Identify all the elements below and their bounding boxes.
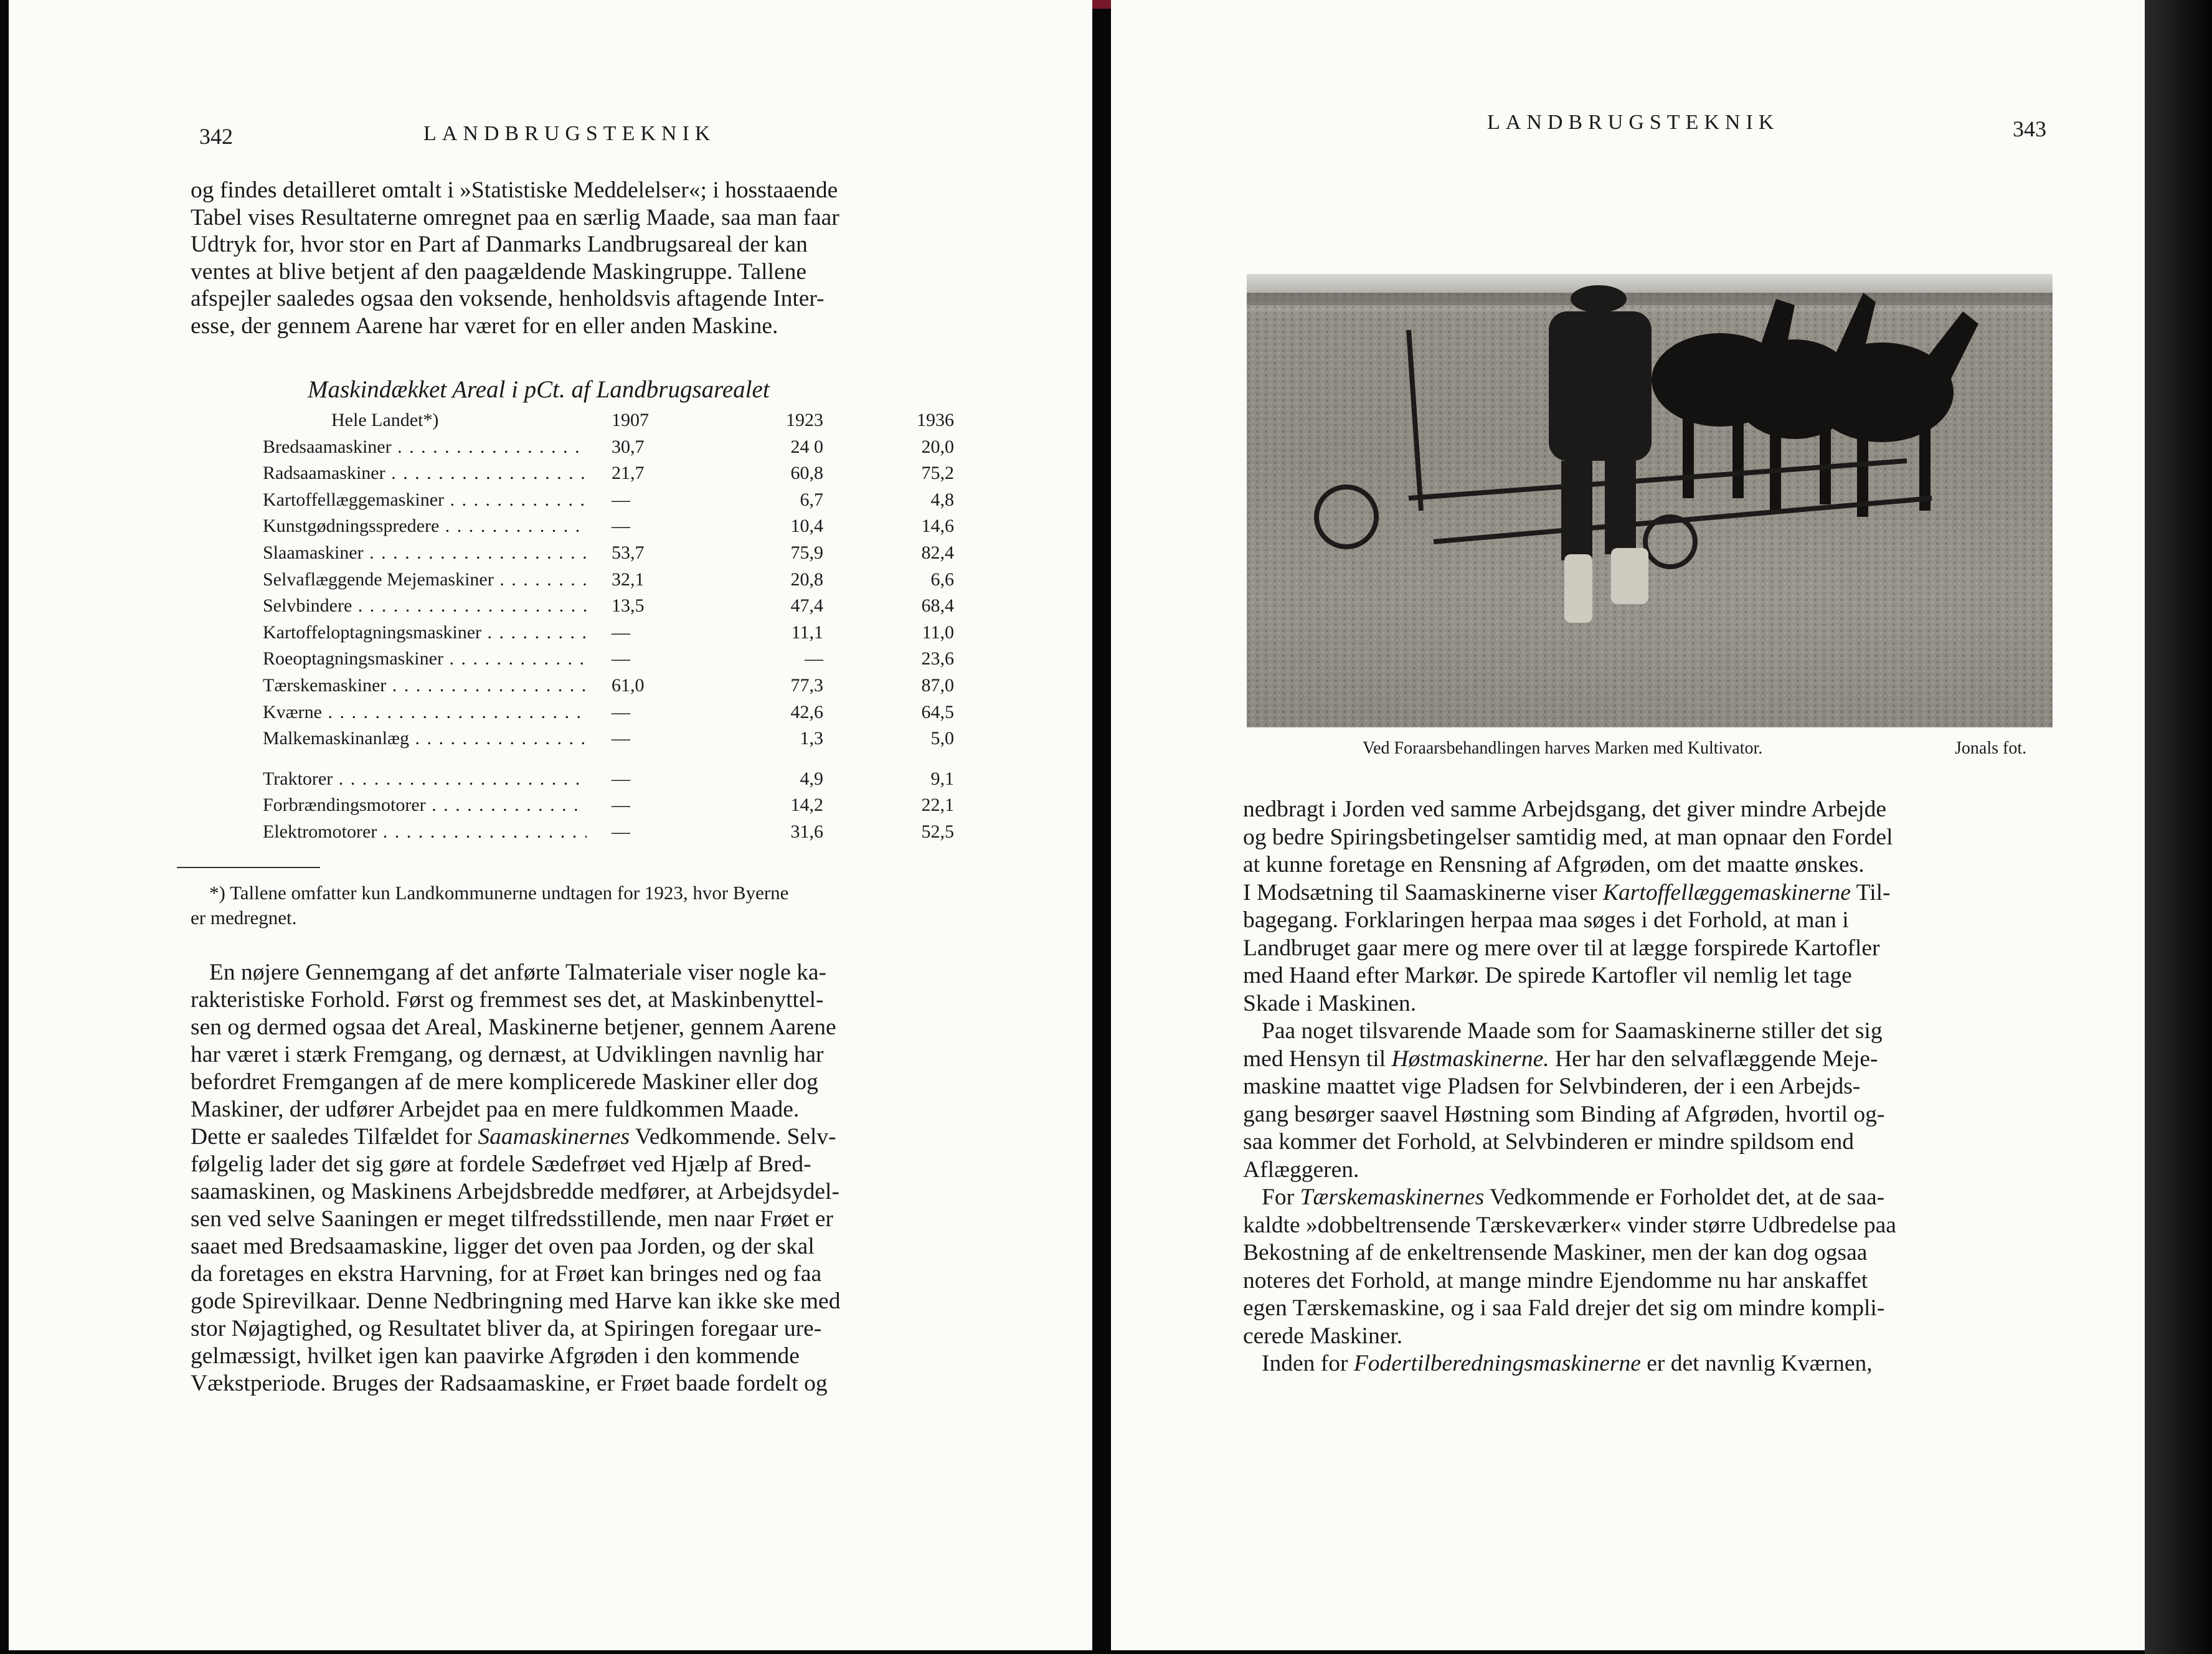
text-span: For <box>1262 1184 1300 1210</box>
running-head-left: LANDBRUGSTEKNIK <box>423 122 716 145</box>
row-label: Malkemaskinanlæg . . . <box>263 725 587 752</box>
table-row <box>263 460 960 487</box>
table-row <box>263 646 960 673</box>
cell-1907: — <box>612 621 630 643</box>
table-row <box>263 725 960 752</box>
text-span: Her har den selvaflæggende Meje- <box>1549 1046 1878 1072</box>
text-line: egen Tærskemaskine, og i saa Fald drejer det sig om mindre kompli- <box>1243 1295 1885 1321</box>
table-row <box>263 434 960 461</box>
italic-term: Saamaskinernes <box>478 1124 630 1150</box>
photo-credit: Jonals fot. <box>1955 739 2027 758</box>
row-label: Elektromotorer . . . <box>263 819 587 846</box>
cell-1907: 21,7 <box>612 463 645 484</box>
text-line <box>1243 1350 2053 1378</box>
cell-1907: 30,7 <box>612 436 645 457</box>
text-line: saamaskinen, og Maskinens Arbejdsbredde medfører, at Arbejdsydel- <box>191 1179 839 1204</box>
table-row <box>263 673 960 699</box>
body-paragraph-right <box>1243 796 2053 1378</box>
text-line: Tabel vises Resultaterne omregnet paa en særlig Maade, saa man faar <box>191 204 839 230</box>
table-header-row <box>263 407 960 434</box>
cell-1923: 10,4 <box>790 516 823 537</box>
table-row <box>263 540 960 567</box>
row-label: Traktorer . . . <box>263 766 587 793</box>
cell-1923: 4,9 <box>800 768 823 789</box>
text-line: har været i stærk Fremgang, og dernæst, at Udviklingen navnlig har <box>191 1042 824 1067</box>
text-line: og bedre Spiringsbetingelser samtidig med, at man opnaar den Fordel <box>1243 824 1893 850</box>
cell-1907: 53,7 <box>612 542 645 563</box>
page-number-left: 342 <box>199 124 233 149</box>
cell-1936: 82,4 <box>921 542 954 563</box>
text-line: befordret Fremgangen af de mere komplicerede Maskiner eller dog <box>191 1069 818 1095</box>
text-line <box>1243 1046 2053 1074</box>
italic-term: Kartoffellæggemaskinerne <box>1603 879 1851 905</box>
cell-1923: 42,6 <box>790 701 823 722</box>
footnote <box>191 881 1000 930</box>
cell-1907: — <box>612 489 630 510</box>
header-year-1923: 1923 <box>786 410 823 430</box>
cell-1907: — <box>612 821 630 842</box>
text-line: nedbragt i Jorden ved samme Arbejdsgang, det giver mindre Arbejde <box>1243 796 1887 822</box>
cell-1907: — <box>612 795 630 816</box>
italic-term: Høstmaskinerne. <box>1391 1046 1549 1072</box>
text-line: cerede Maskiner. <box>1243 1323 1403 1349</box>
cell-1923: 60,8 <box>790 463 823 484</box>
text-span: Til- <box>1850 879 1891 905</box>
text-line: da foretages en ekstra Harvning, for at Frøet kan bringes ned og faa <box>191 1261 822 1287</box>
photo-illustration <box>1247 274 2053 727</box>
cell-1923: 47,4 <box>790 595 823 617</box>
text-line: sen ved selve Saaningen er meget tilfredsstillende, men naar Frøet er <box>191 1206 833 1232</box>
text-line: gode Spirevilkaar. Denne Nedbringning med Harve kan ikke ske med <box>191 1288 841 1314</box>
row-label: Selvbindere . . . <box>263 593 587 620</box>
row-label: Kunstgødningsspredere . . . <box>263 513 587 540</box>
cell-1936: 20,0 <box>921 436 954 457</box>
text-span: er det navnlig Kværnen, <box>1640 1351 1873 1376</box>
text-line <box>1243 879 2053 907</box>
photo-caption: Ved Foraarsbehandlingen harves Marken med Kultivator. <box>1363 739 1763 758</box>
cell-1923: 31,6 <box>790 821 823 842</box>
text-line: Bekostning af de enkeltrensende Maskiner, men der kan dog ogsaa <box>1243 1240 1868 1265</box>
cell-1907: 32,1 <box>612 569 645 590</box>
cell-1936: 68,4 <box>921 595 954 617</box>
italic-term: Fodertilberedningsmaskinerne <box>1353 1351 1641 1376</box>
text-line <box>1243 1184 2053 1212</box>
machine-coverage-table <box>263 407 960 846</box>
cell-1936: 22,1 <box>921 795 954 816</box>
cell-1907: — <box>612 701 630 722</box>
text-line: at kunne foretage en Rensning af Afgrøden, om det maatte ønskes. <box>1243 852 1865 877</box>
table-row <box>263 699 960 726</box>
running-head-right: LANDBRUGSTEKNIK <box>1487 111 1780 134</box>
cell-1923: 20,8 <box>790 569 823 590</box>
cell-1936: 87,0 <box>921 674 954 696</box>
text-line: sen og dermed ogsaa det Areal, Maskinerne betjener, gennem Aarene <box>191 1014 836 1040</box>
text-line: Maskiner, der udfører Arbejdet paa en mere fuldkommen Maade. <box>191 1097 800 1122</box>
table-row <box>263 487 960 514</box>
text-line <box>191 1123 1000 1151</box>
cell-1923: — <box>805 648 823 669</box>
row-label: Kartoffeloptagningsmaskiner . . . <box>263 620 587 646</box>
text-span: Dette er saaledes Tilfældet for <box>191 1124 478 1150</box>
header-year-1936: 1936 <box>917 410 954 430</box>
cell-1936: 11,0 <box>922 621 954 643</box>
text-line: esse, der gennem Aarene har været for en eller anden Maskine. <box>191 313 778 339</box>
header-year-1907: 1907 <box>612 410 649 430</box>
photo-harrowing <box>1247 274 2053 727</box>
row-label: Bredsaamaskiner . . . <box>263 434 587 461</box>
row-label: Forbrændingsmotorer . . . <box>263 792 587 819</box>
text-line: En nøjere Gennemgang af det anførte Talmateriale viser nogle ka- <box>209 960 827 985</box>
table-row <box>263 593 960 620</box>
table-row <box>263 620 960 646</box>
body-paragraph-left <box>191 959 1000 1397</box>
text-line: Landbruget gaar mere og mere over til at lægge forspirede Kartofler <box>1243 935 1880 961</box>
text-line: stor Nøjagtighed, og Resultatet bliver da, at Spiringen foregaar ure- <box>191 1316 822 1341</box>
cell-1923: 6,7 <box>800 489 823 510</box>
text-line: gang besørger saavel Høstning som Binding af Afgrøden, hvortil og- <box>1243 1101 1885 1127</box>
text-line: afspejler saaledes ogsaa den voksende, henholdsvis aftagende Inter- <box>191 286 825 311</box>
text-line: Skade i Maskinen. <box>1243 990 1417 1016</box>
text-line: følgelig lader det sig gøre at fordele Sædefrøet ved Hjælp af Bred- <box>191 1151 811 1177</box>
text-line: ventes at blive betjent af den paagældende Maskingruppe. Tallene <box>191 258 807 285</box>
row-label: Slaamaskiner . . . <box>263 540 587 567</box>
cell-1936: 14,6 <box>921 516 954 537</box>
row-label: Tærskemaskiner . . . <box>263 673 587 699</box>
cell-1907: — <box>612 648 630 669</box>
cell-1907: 61,0 <box>612 674 645 696</box>
text-line: bagegang. Forklaringen herpaa maa søges i det Forhold, at man i <box>1243 907 1849 933</box>
table-row <box>263 766 960 793</box>
cell-1923: 11,1 <box>791 621 823 643</box>
text-line: Udtryk for, hvor stor en Part af Danmarks Landbrugsareal der kan <box>191 232 808 257</box>
footnote-rule <box>177 867 320 868</box>
text-line: kaldte »dobbeltrensende Tærskeværker« vinder større Udbredelse paa <box>1243 1212 1896 1238</box>
row-label: Radsaamaskiner . . . <box>263 460 587 487</box>
cell-1936: 75,2 <box>921 463 954 484</box>
cell-1923: 77,3 <box>790 674 823 696</box>
row-label: Kartoffellæggemaskiner . . . <box>263 487 587 514</box>
right-page <box>1111 0 2145 1650</box>
left-page <box>9 0 1092 1650</box>
text-line: saa kommer det Forhold, at Selvbinderen er mindre spildsom end <box>1243 1129 1855 1155</box>
text-span: I Modsætning til Saamaskinerne viser <box>1243 879 1604 905</box>
text-span: Inden for <box>1262 1351 1354 1376</box>
page-number-right: 343 <box>2013 116 2046 141</box>
cell-1923: 1,3 <box>800 728 823 749</box>
intro-paragraph <box>191 177 1000 339</box>
table-row <box>263 792 960 819</box>
text-span: Vedkommende. Selv- <box>630 1124 836 1150</box>
text-line: Paa noget tilsvarende Maade som for Saamaskinerne stiller det sig <box>1262 1018 1883 1044</box>
text-span: Vedkommende er Forholdet det, at de saa- <box>1484 1184 1885 1210</box>
text-line: gelmæssigt, hvilket igen kan paavirke Afgrøden i den kommende <box>191 1343 800 1369</box>
footnote-line: *) Tallene omfatter kun Landkommunerne undtagen for 1923, hvor Byerne <box>209 882 789 904</box>
cell-1936: 64,5 <box>921 701 954 722</box>
footnote-line: er medregnet. <box>191 907 297 929</box>
cell-1907: — <box>612 728 630 749</box>
book-edge-shadow <box>2145 0 2212 1654</box>
text-line: rakteristiske Forhold. Først og fremmest ses det, at Maskinbenyttel- <box>191 987 824 1013</box>
italic-term: Tærskemaskinernes <box>1300 1184 1485 1210</box>
table-row <box>263 819 960 846</box>
text-line: noteres det Forhold, at mange mindre Ejendomme nu har anskaffet <box>1243 1267 1868 1293</box>
text-line: Vækstperiode. Bruges der Radsaamaskine, er Frøet baade fordelt og <box>191 1371 828 1396</box>
cell-1936: 4,8 <box>930 489 954 510</box>
text-line: maskine maattet vige Pladsen for Selvbinderen, der i een Arbejds- <box>1243 1074 1861 1099</box>
text-line: med Haand efter Markør. De spirede Kartofler vil nemlig let tage <box>1243 963 1852 988</box>
table-header-label: Hele Landet*) <box>331 410 439 430</box>
cell-1936: 9,1 <box>930 768 954 789</box>
row-label: Roeoptagningsmaskiner . . . <box>263 646 587 673</box>
cell-1923: 14,2 <box>790 795 823 816</box>
text-line: Aflæggeren. <box>1243 1156 1359 1183</box>
cell-1936: 5,0 <box>930 728 954 749</box>
cell-1923: 24 0 <box>790 436 823 457</box>
table-row <box>263 513 960 540</box>
cell-1907: 13,5 <box>612 595 645 617</box>
row-label: Kværne . . . <box>263 699 587 726</box>
text-line: saaet med Bredsaamaskine, ligger det oven paa Jorden, og der skal <box>191 1234 815 1259</box>
table-row <box>263 567 960 593</box>
row-label: Selvaflæggende Mejemaskiner . . . <box>263 567 587 593</box>
cell-1907: — <box>612 768 630 789</box>
table-title: Maskindækket Areal i pCt. af Landbrugsarealet <box>308 376 770 403</box>
cell-1923: 75,9 <box>790 542 823 563</box>
cell-1936: 52,5 <box>921 821 954 842</box>
cell-1936: 23,6 <box>921 648 954 669</box>
text-span: med Hensyn til <box>1243 1046 1392 1072</box>
cell-1907: — <box>612 516 630 537</box>
text-line: og findes detailleret omtalt i »Statistiske Meddelelser«; i hosstaaende <box>191 177 838 203</box>
cell-1936: 6,6 <box>930 569 954 590</box>
